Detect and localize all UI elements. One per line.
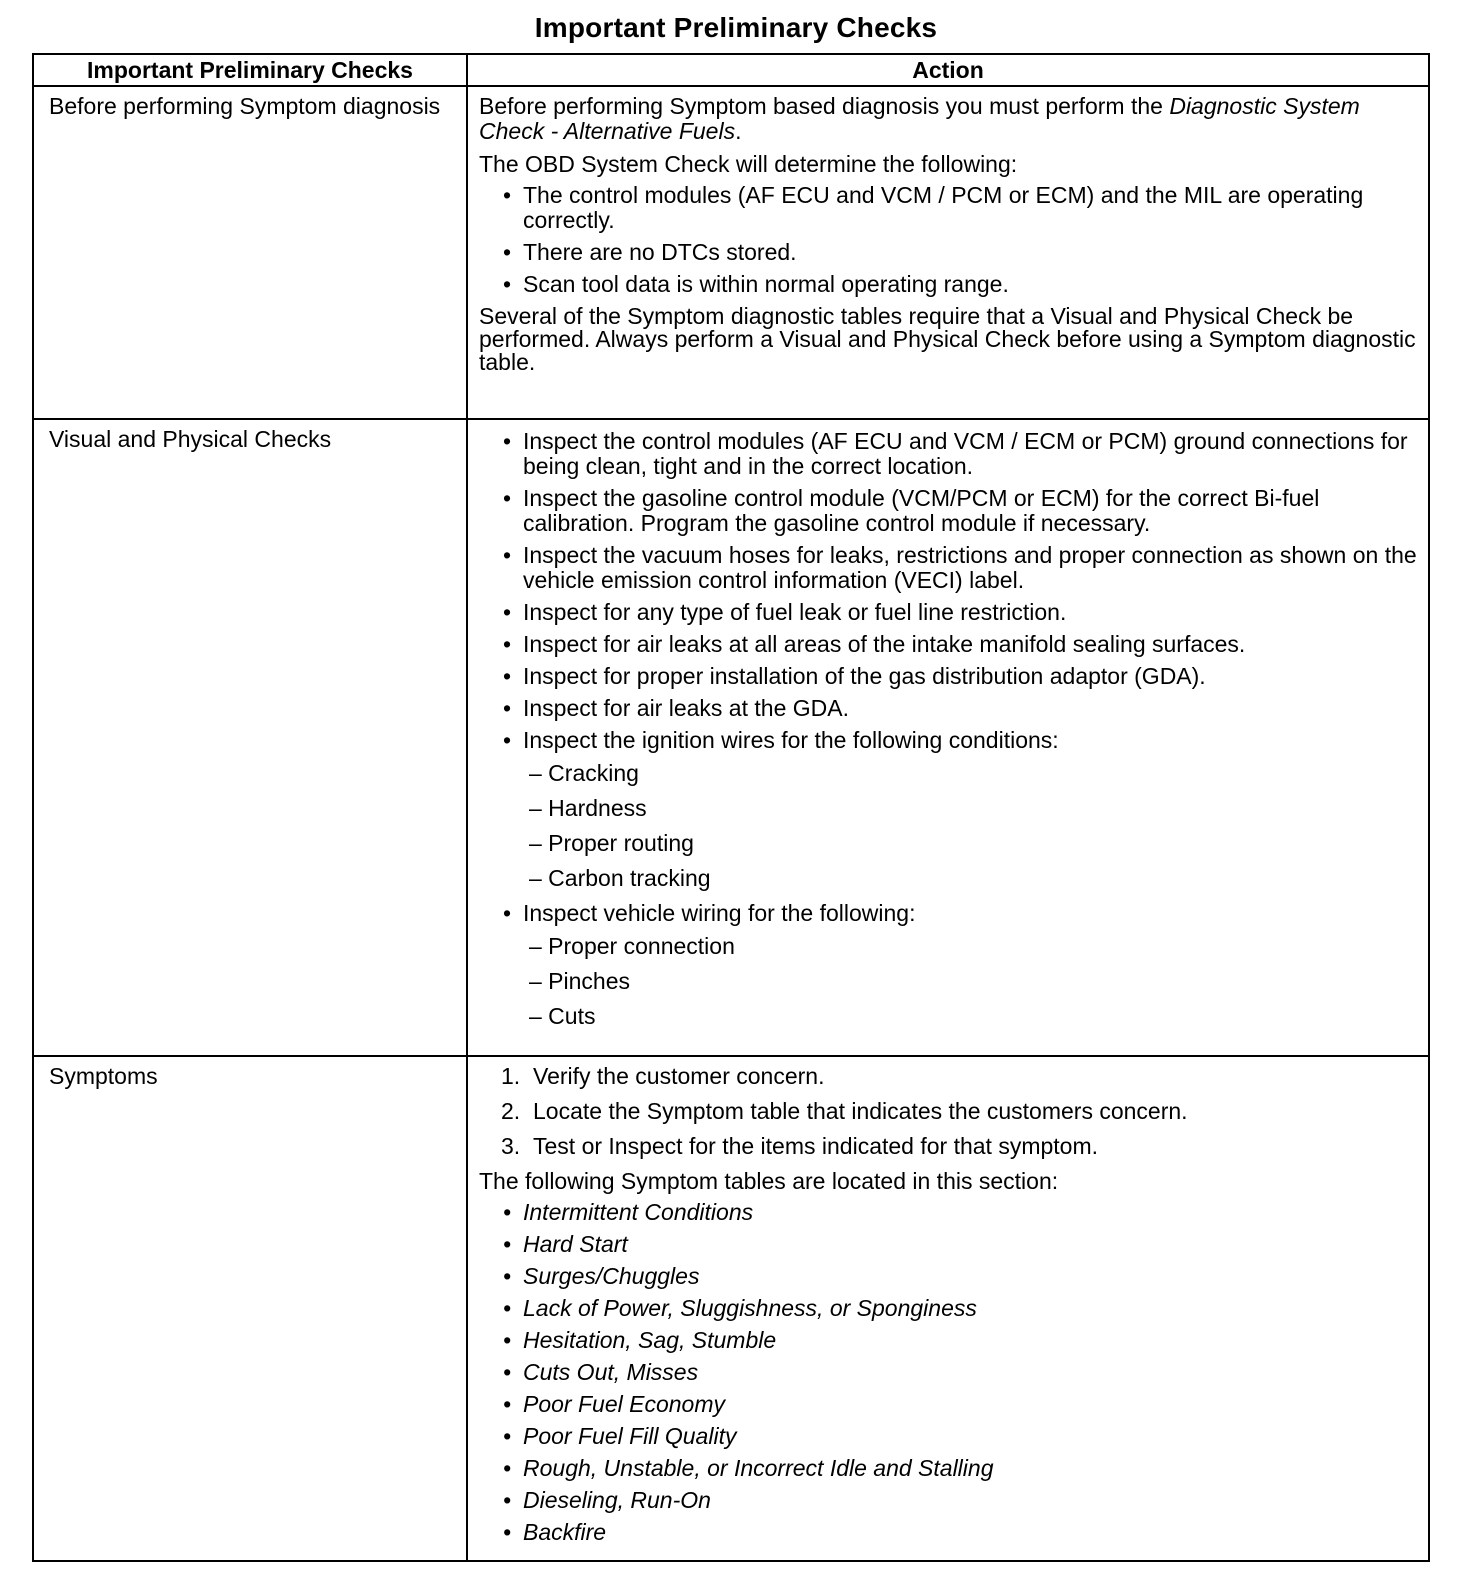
intro-text: Before performing Symptom based diagnosis you must perform the [479, 93, 1170, 119]
row-label-cell [33, 86, 467, 419]
ignition-conditions-list [529, 761, 1417, 891]
symptom-table-item: • Intermittent Conditions [501, 1200, 1417, 1225]
symptom-table-item: • Backfire [501, 1520, 1417, 1545]
row-label: Visual and Physical Checks [49, 426, 332, 452]
symptom-table-item: • Lack of Power, Sluggishness, or Sponginess [501, 1296, 1417, 1321]
intro-paragraph [479, 94, 1417, 144]
closing-paragraph: Several of the Symptom diagnostic tables require that a Visual and Physical Check be performed. Always perform a Visual and Physical Check before using a Symptom diagnostic table. [479, 303, 1416, 375]
symptom-table-item: • Poor Fuel Fill Quality [501, 1424, 1417, 1449]
intro-end: . [735, 118, 742, 144]
sub-list-item: – Hardness [529, 795, 647, 821]
row-label: Symptoms [49, 1063, 158, 1089]
sub-list-item: – Pinches [529, 968, 631, 994]
list-item: • There are no DTCs stored. [501, 240, 1417, 265]
step-text: Test or Inspect for the items indicated for that symptom. [533, 1133, 1099, 1159]
wiring-conditions-list [529, 934, 1417, 1029]
step-item [501, 1134, 1417, 1159]
step-number: 1. [501, 1063, 521, 1089]
symptom-table-item: • Cuts Out, Misses [501, 1360, 1417, 1385]
column-header-checks: Important Preliminary Checks [33, 54, 467, 86]
action-cell [467, 1056, 1429, 1561]
step-item [501, 1064, 1417, 1089]
symptom-table-item: • Poor Fuel Economy [501, 1392, 1417, 1417]
column-header-action: Action [467, 54, 1429, 86]
step-number: 2. [501, 1098, 521, 1124]
symptom-table-item: • Surges/Chuggles [501, 1264, 1417, 1289]
sub-list-item: – Cuts [529, 1003, 596, 1029]
sub-list-item: – Cracking [529, 760, 639, 786]
row-label-cell [33, 419, 467, 1056]
action-cell [467, 419, 1429, 1056]
list-item: • Inspect the vacuum hoses for leaks, restrictions and proper connection as shown on the vehicle emission control information (VECI) label. [501, 543, 1417, 593]
symptom-table-item: • Dieseling, Run-On [501, 1488, 1417, 1513]
diagnostic-system-check-reference: Diagnostic System Check - Alternative Fuels [479, 93, 1360, 144]
list-item: • Inspect for air leaks at the GDA. [501, 696, 1417, 721]
list-item: • The control modules (AF ECU and VCM / PCM or ECM) and the MIL are operating correctly. [501, 183, 1417, 233]
list-item: • Inspect for air leaks at all areas of the intake manifold sealing surfaces. [501, 632, 1417, 657]
sub-list-item: – Proper routing [529, 830, 694, 856]
step-text: Verify the customer concern. [533, 1063, 825, 1089]
step-text: Locate the Symptom table that indicates the customers concern. [533, 1098, 1188, 1124]
list-item-ignition-wires [501, 728, 1417, 891]
ignition-bullet-text: Inspect the ignition wires for the following conditions: [523, 727, 1059, 753]
symptom-table-item: • Hesitation, Sag, Stumble [501, 1328, 1417, 1353]
step-item [501, 1099, 1417, 1124]
sub-list-item: – Carbon tracking [529, 865, 711, 891]
page-title: Important Preliminary Checks [534, 12, 938, 43]
wiring-bullet-text: Inspect vehicle wiring for the following: [523, 900, 916, 926]
row-label-cell [33, 1056, 467, 1561]
table-row-symptoms [33, 1056, 1429, 1561]
list-item: • Scan tool data is within normal operating range. [501, 272, 1417, 297]
table-header-row [33, 54, 1429, 86]
sub-list-item: – Proper connection [529, 933, 735, 959]
symptom-tables-list [479, 1200, 1417, 1545]
list-item: • Inspect the control modules (AF ECU and VCM / ECM or PCM) ground connections for being clean, tight and in the correct location. [501, 429, 1417, 479]
symptom-tables-intro: The following Symptom tables are located in this section: [479, 1168, 1059, 1194]
row-label: Before performing Symptom diagnosis [49, 93, 441, 119]
preliminary-checks-table [32, 53, 1430, 1562]
table-row-visual-physical-checks [33, 419, 1429, 1056]
table-row-before-symptom-diagnosis [33, 86, 1429, 419]
list-item: • Inspect the gasoline control module (VCM/PCM or ECM) for the correct Bi-fuel calibration. Program the gasoline control module if necessary. [501, 486, 1417, 536]
obd-intro: The OBD System Check will determine the following: [479, 151, 1018, 177]
list-item-vehicle-wiring [501, 901, 1417, 1029]
list-item: • Inspect for any type of fuel leak or fuel line restriction. [501, 600, 1417, 625]
action-cell [467, 86, 1429, 419]
symptom-table-item: • Hard Start [501, 1232, 1417, 1257]
symptom-table-item: • Rough, Unstable, or Incorrect Idle and Stalling [501, 1456, 1417, 1481]
obd-check-list [479, 183, 1417, 297]
step-number: 3. [501, 1133, 521, 1159]
list-item: • Inspect for proper installation of the gas distribution adaptor (GDA). [501, 664, 1417, 689]
symptom-steps-list [479, 1064, 1417, 1159]
visual-check-list [479, 429, 1417, 1029]
